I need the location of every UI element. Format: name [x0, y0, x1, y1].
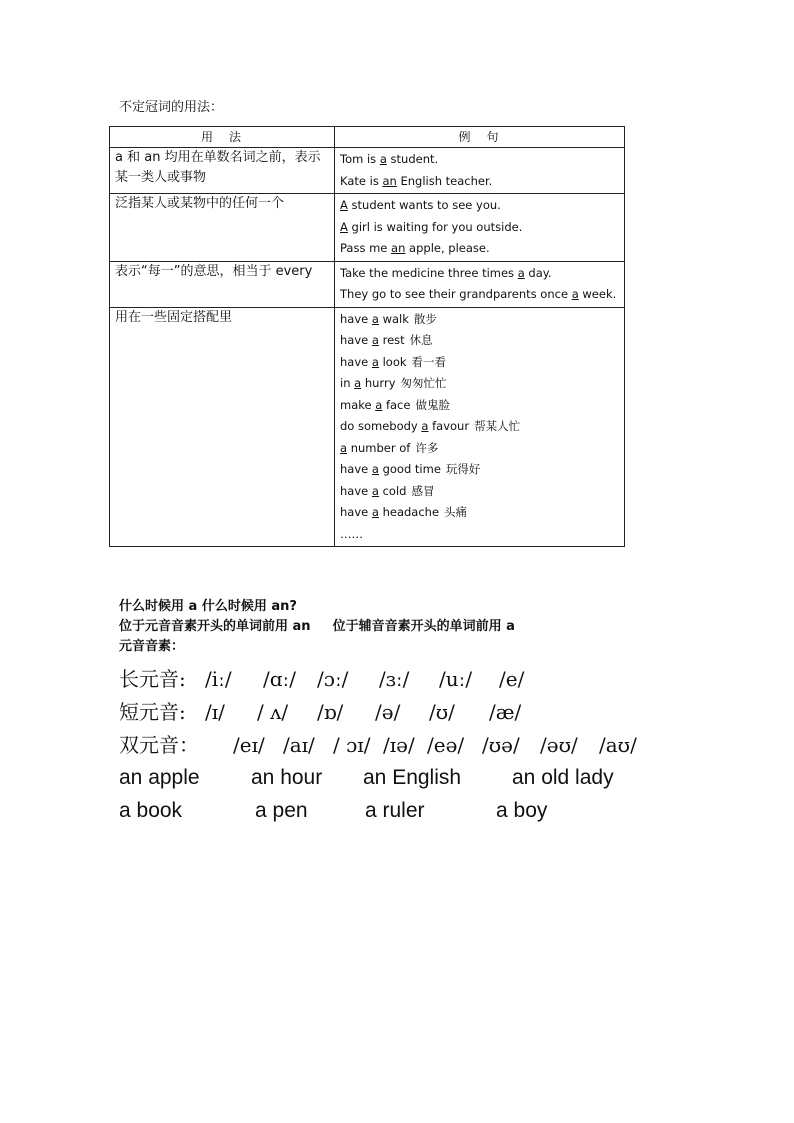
example-text: hurry [361, 376, 396, 390]
example-sentence [340, 459, 619, 481]
rule-question: 什么时候用 a 什么时候用 an? [119, 599, 297, 614]
phonetic-symbol: /e/ [499, 667, 525, 691]
article-usage-table [109, 126, 625, 547]
phonetic-symbol: /eɪ/ [233, 733, 265, 757]
article-underlined: a [371, 333, 379, 347]
article-underlined: a [371, 311, 379, 326]
phonetic-symbol: /ɒ/ [317, 700, 344, 724]
phonetic-symbol: /əʊ/ [540, 733, 578, 757]
example-text: have [340, 333, 372, 347]
example-sentence [340, 438, 619, 460]
phonetic-label: 长元音: [119, 667, 186, 691]
example-text: day. [524, 265, 552, 280]
phonetic-symbol: /ɪ/ [205, 700, 225, 724]
article-underlined: a [375, 397, 383, 412]
vowel-heading: 元音音素： [119, 639, 185, 654]
example-translation: 帮某人忙 [474, 419, 521, 433]
example-translation: 许多 [415, 440, 439, 455]
example-text: They go to see their grandparents once [340, 287, 572, 301]
phonetic-symbol: /æ/ [489, 700, 522, 724]
example-text: favour [428, 419, 470, 433]
article-underlined: an [391, 241, 406, 255]
article-underlined: a [354, 376, 362, 390]
example-translation: 匆匆忙忙 [400, 376, 447, 390]
example-phrase: an hour [251, 766, 323, 789]
usage-cell: 用在一些固定搭配里 [110, 307, 335, 547]
phonetic-symbol: / ʌ/ [257, 700, 289, 724]
example-text: student wants to see you. [347, 198, 501, 212]
phonetic-symbol: /uː/ [439, 667, 473, 691]
example-text: do somebody [340, 419, 422, 433]
article-underlined: A [340, 198, 348, 212]
long-vowel-row [119, 665, 625, 693]
article-underlined: a [371, 354, 379, 369]
article-underlined: a [340, 440, 348, 455]
article-underlined: an [382, 173, 397, 188]
example-text: Pass me [340, 241, 392, 255]
example-sentence [340, 238, 619, 260]
phonetic-symbol: /ɜː/ [379, 667, 410, 691]
page-title: 不定冠词的用法： [119, 100, 224, 115]
table-header-row [110, 127, 625, 148]
example-translation: 散步 [413, 311, 437, 326]
example-text: Tom is [340, 152, 380, 166]
rule-block [119, 597, 515, 657]
example-text: have [340, 483, 372, 498]
example-sentence [340, 217, 619, 239]
diphthong-row [119, 731, 653, 759]
phonetic-symbol: /aʊ/ [599, 733, 637, 757]
examples-cell [335, 261, 625, 307]
example-sentence [340, 195, 619, 217]
article-underlined: a [379, 152, 387, 166]
example-translation: 玩得好 [445, 462, 481, 476]
example-text: apple, please. [405, 241, 490, 255]
example-text: look [378, 354, 407, 369]
example-text: walk [378, 311, 409, 326]
example-text: cold [378, 483, 407, 498]
example-phrase: a pen [255, 799, 308, 822]
article-underlined: A [340, 219, 348, 234]
header-usage: 用 法 [110, 127, 335, 148]
phonetic-symbol: /ʊə/ [482, 733, 520, 757]
examples-cell [335, 148, 625, 194]
example-sentence [340, 524, 619, 546]
example-text: English teacher. [396, 173, 493, 188]
phonetic-label: 双元音： [119, 733, 199, 757]
example-translation: 头痛 [444, 505, 468, 519]
example-sentence [340, 171, 619, 193]
example-text: in [340, 376, 355, 390]
example-text: have [340, 462, 372, 476]
article-underlined: a [371, 483, 379, 498]
article-underlined: a [371, 505, 379, 519]
example-sentence [340, 373, 619, 395]
example-phrase: a book [119, 799, 183, 822]
example-text: face [382, 397, 411, 412]
vowel-rule: 位于元音音素开头的单词前用 an [119, 619, 311, 634]
example-sentence [340, 330, 619, 352]
example-text: make [340, 397, 376, 412]
example-sentence [340, 502, 619, 524]
example-translation: 感冒 [411, 483, 435, 498]
table-row [110, 261, 625, 307]
phonetic-label: 短元音: [119, 700, 186, 724]
phonetic-symbol: /ɔː/ [317, 667, 349, 691]
example-sentence [340, 395, 619, 417]
examples-cell [335, 307, 625, 547]
example-text: have [340, 311, 372, 326]
a-examples-row [119, 797, 659, 825]
header-examples: 例 句 [335, 127, 625, 148]
rule-line [119, 617, 515, 637]
examples-cell [335, 194, 625, 262]
example-text: student. [386, 152, 439, 166]
table-row [110, 307, 625, 547]
phonetic-symbol: / ɔɪ/ [333, 733, 371, 757]
example-text: have [340, 505, 372, 519]
example-translation: 看一看 [411, 354, 447, 369]
usage-cell: 泛指某人或某物中的任何一个 [110, 194, 335, 262]
phonetic-symbol: /ʊ/ [429, 700, 455, 724]
example-sentence [340, 284, 619, 306]
example-text: have [340, 354, 372, 369]
usage-cell: a 和 an 均用在单数名词之前，表示某一类人或事物 [110, 148, 335, 194]
example-text: week. [578, 287, 617, 301]
example-sentence [340, 263, 619, 285]
table-row [110, 148, 625, 194]
an-examples-row [119, 764, 659, 792]
table-row [110, 194, 625, 262]
phonetic-symbol: /ə/ [375, 700, 401, 724]
short-vowel-row [119, 698, 625, 726]
phonetic-symbol: /aɪ/ [283, 733, 315, 757]
example-text: …… [340, 526, 363, 541]
phonetic-symbol: /iː/ [205, 667, 232, 691]
example-sentence [340, 481, 619, 503]
example-text: good time [378, 462, 441, 476]
example-phrase: an old lady [512, 766, 614, 789]
example-text: Take the medicine three times [340, 265, 518, 280]
example-sentence [340, 416, 619, 438]
example-sentence [340, 149, 619, 171]
example-sentence [340, 309, 619, 331]
example-translation: 做鬼脸 [415, 397, 450, 412]
example-sentence [340, 352, 619, 374]
example-phrase: an English [363, 766, 462, 789]
example-text: number of [347, 440, 411, 455]
example-text: Kate is [340, 173, 383, 188]
phonetic-symbol: /ɪə/ [383, 733, 415, 757]
example-phrase: a boy [496, 799, 548, 822]
article-underlined: a [371, 462, 379, 476]
article-underlined: a [421, 419, 429, 433]
example-translation: 休息 [409, 333, 433, 347]
example-text: girl is waiting for you outside. [347, 219, 523, 234]
phonetic-symbol: /eə/ [427, 733, 465, 757]
article-underlined: a [571, 287, 579, 301]
example-phrase: an apple [119, 766, 200, 789]
example-text: headache [378, 505, 440, 519]
usage-cell: 表示“每一”的意思，相当于 every [110, 261, 335, 307]
consonant-rule: 位于辅音音素开头的单词前用 a [332, 619, 515, 634]
example-phrase: a ruler [365, 799, 425, 822]
example-text: rest [378, 333, 405, 347]
phonetic-symbol: /ɑː/ [263, 667, 297, 691]
article-underlined: a [517, 265, 525, 280]
